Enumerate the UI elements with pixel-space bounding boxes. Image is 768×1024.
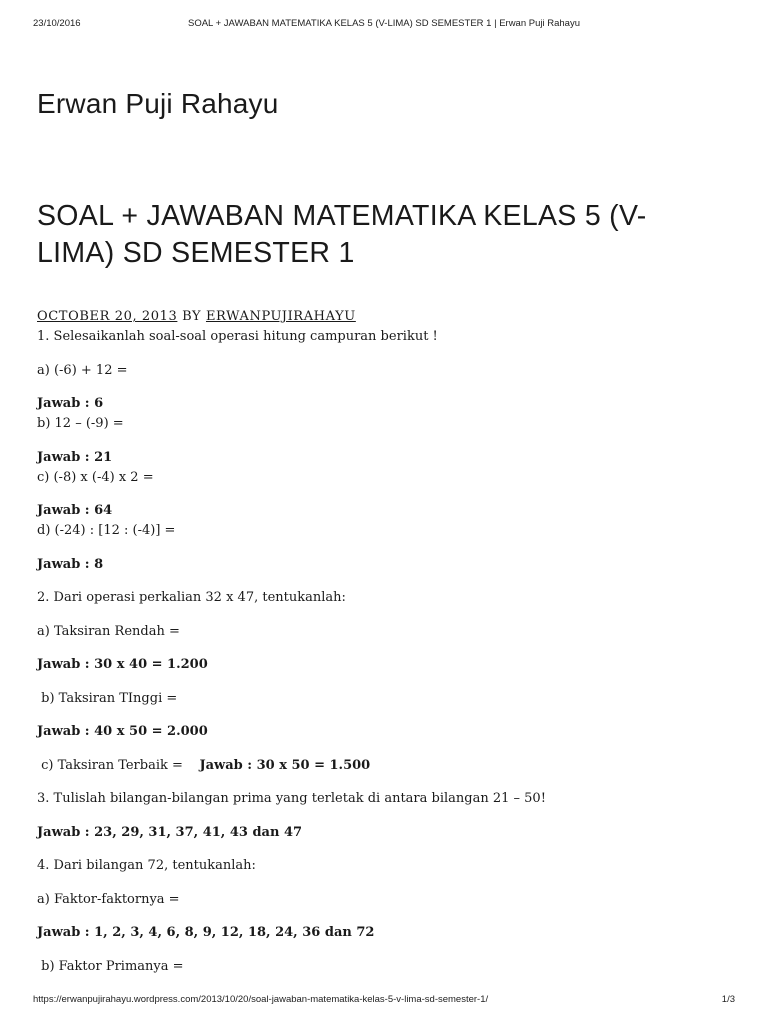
question-1b: b) 12 – (-9) = [37, 416, 124, 431]
answer-1b [37, 448, 727, 468]
site-title[interactable]: Erwan Puji Rahayu [37, 88, 279, 119]
answer-2a-text: Jawab : 30 x 40 = 1.200 [37, 657, 208, 672]
answer-4a [37, 923, 727, 943]
question-1: 1. Selesaikanlah soal-soal operasi hitung campuran berikut ! [37, 329, 438, 344]
question-4: 4. Dari bilangan 72, tentukanlah: [37, 858, 256, 873]
answer-1a [37, 394, 727, 414]
question-2: 2. Dari operasi perkalian 32 x 47, tentukanlah: [37, 590, 346, 605]
answer-1c-text: Jawab : 64 [37, 503, 113, 518]
question-2a: a) Taksiran Rendah = [37, 623, 180, 639]
question-3: 3. Tulislah bilangan-bilangan prima yang terletak di antara bilangan 21 – 50! [37, 791, 546, 806]
print-page-title: SOAL + JAWABAN MATEMATIKA KELAS 5 (V-LIMA) SD SEMESTER 1 | Erwan Puji Rahayu [187, 18, 580, 29]
question-1c: c) (-8) x (-4) x 2 = [37, 469, 154, 485]
answer-2c-text: Jawab : 30 x 50 = 1.500 [199, 757, 371, 773]
answer-3 [37, 823, 727, 843]
answer-2b [37, 722, 727, 742]
question-2c-text: c) Taksiran Terbaik = [37, 757, 183, 773]
answer-2a [37, 655, 727, 675]
answer-1b-text: Jawab : 21 [37, 449, 113, 465]
post-by-label: BY [182, 309, 202, 324]
print-page-number: 1/3 [721, 994, 735, 1005]
answer-1d-text: Jawab : 8 [37, 556, 104, 572]
answer-3-text: Jawab : 23, 29, 31, 37, 41, 43 dan 47 [37, 824, 303, 840]
post-meta [37, 307, 727, 327]
question-2c [37, 756, 727, 776]
answer-1a-text: Jawab : 6 [37, 396, 104, 411]
post-entry [37, 307, 727, 977]
post-title: SOAL + JAWABAN MATEMATIKA KELAS 5 (V-LIMA) SD SEMESTER 1 [37, 200, 647, 269]
question-2b: b) Taksiran TInggi = [37, 690, 178, 706]
question-4b: b) Faktor Primanya = [37, 958, 184, 974]
answer-1d [37, 555, 727, 575]
post-date-link[interactable]: OCTOBER 20, 2013 [37, 309, 178, 324]
print-header [33, 18, 735, 30]
print-footer [33, 994, 735, 1006]
question-1d: d) (-24) : [12 : (-4)] = [37, 523, 176, 538]
answer-2b-text: Jawab : 40 x 50 = 2.000 [37, 724, 208, 739]
question-4a: a) Faktor-faktornya = [37, 891, 180, 907]
question-1a: a) (-6) + 12 = [37, 362, 128, 378]
print-url: https://erwanpujirahayu.wordpress.com/2013/10/20/soal-jawaban-matematika-kelas-5-v-lima-sd-semester-1/ [33, 994, 489, 1005]
post-author-link[interactable]: ERWANPUJIRAHAYU [205, 309, 356, 324]
answer-1c [37, 501, 727, 521]
answer-4a-text: Jawab : 1, 2, 3, 4, 6, 8, 9, 12, 18, 24, 36 dan 72 [37, 925, 375, 940]
print-date: 23/10/2016 [33, 18, 81, 29]
